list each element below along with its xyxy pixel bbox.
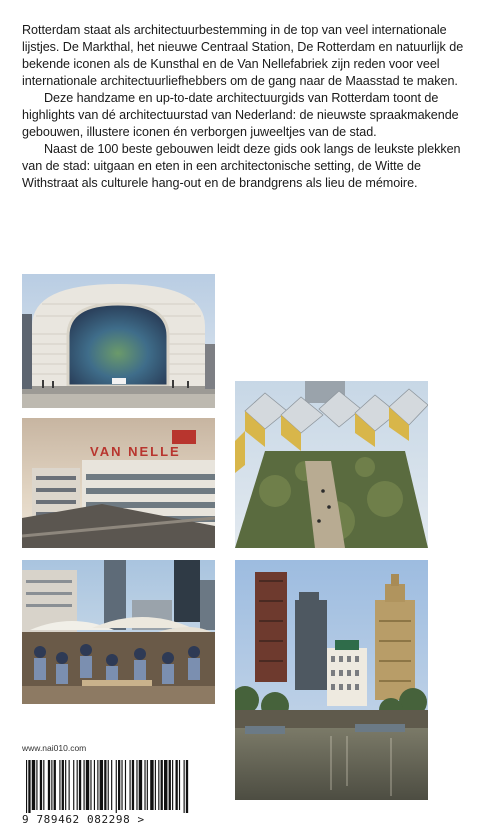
blurb-paragraph-1: Rotterdam staat als architectuurbestemming in de top van veel internationale lijstjes. De Markthal, het nieuwe Centraal Station, De Rotterdam en natuurlijk de bekende iconen als de Kunsthal en de Van Nellefabriek zijn reden voor veel internationale architectuurliefhebbers om de gang naar de Maasstad te maken. [22, 23, 464, 88]
barcode-bar [97, 760, 98, 810]
barcode-bar [32, 760, 35, 810]
photo-markthal [22, 274, 215, 408]
blurb-paragraph-3: Naast de 100 beste gebouwen leidt deze gids ook langs de leukste plekken van de stad: uitgaan en eten in een architectonische setting, de Witte de Withstraat als culturele hang-out en de brandgrens als lieu de mémoire. [22, 142, 461, 190]
barcode-bar [84, 760, 85, 810]
photo-terrace [22, 560, 215, 704]
photo-skyline-harbour [235, 560, 428, 800]
isbn-number: 9 789462 082298 > [22, 813, 197, 827]
barcode-bar [164, 760, 167, 810]
blurb-paragraph-2: Deze handzame en up-to-date architectuurgids van Rotterdam toont de highlights van dé architectuurstad van Nederland: de nieuwste spraakmakende gebouwen, illustere iconen én verborgen juweeltjes van de stad. [22, 91, 459, 139]
back-cover-blurb [22, 22, 470, 192]
barcode-bar [73, 760, 74, 810]
barcode-bar [40, 760, 42, 810]
barcode-bar [161, 760, 163, 810]
barcode-bar [69, 760, 70, 810]
barcode-bar [132, 760, 134, 810]
barcode-bar [150, 760, 153, 810]
barcode-bar [28, 760, 30, 814]
barcode-bar [118, 760, 120, 810]
photo-cube-houses [235, 381, 428, 548]
barcode-bar [186, 760, 188, 814]
barcode-bar [169, 760, 171, 810]
barcode-bar [54, 760, 56, 810]
barcode-bar [79, 760, 81, 810]
barcode-bar [176, 760, 178, 810]
barcode-bar [158, 760, 159, 810]
barcode-bar [116, 760, 117, 814]
barcode-bar [184, 760, 185, 814]
barcode-bar [121, 760, 122, 810]
barcode-bar [147, 760, 148, 810]
barcode-bar [125, 760, 126, 810]
barcode-bar [108, 760, 109, 810]
barcode-bar [77, 760, 78, 810]
barcode-bar [94, 760, 95, 810]
photo-van-nelle-factory [22, 418, 215, 548]
barcode-bar [86, 760, 89, 810]
barcode-bar [179, 760, 180, 810]
barcode-bar [43, 760, 44, 810]
barcode-bar [62, 760, 64, 810]
barcode-bar [48, 760, 50, 810]
barcode-bar [130, 760, 131, 810]
barcode-bar [51, 760, 52, 810]
barcode-bar [155, 760, 156, 810]
barcode-bar [100, 760, 103, 810]
barcode-bar [172, 760, 173, 810]
barcode-bar [111, 760, 112, 810]
barcode-bar [139, 760, 142, 810]
barcode-bar [90, 760, 91, 810]
van-nelle-sign: VAN NELLE [90, 444, 181, 459]
barcode-bar [65, 760, 66, 810]
barcode-bar [26, 760, 27, 814]
barcode-bar [144, 760, 145, 810]
publisher-url: www.nai010.com [22, 743, 87, 753]
barcode-bar [36, 760, 37, 810]
barcode-bar [136, 760, 137, 810]
barcode-bar [104, 760, 106, 810]
barcode-bar [59, 760, 60, 810]
